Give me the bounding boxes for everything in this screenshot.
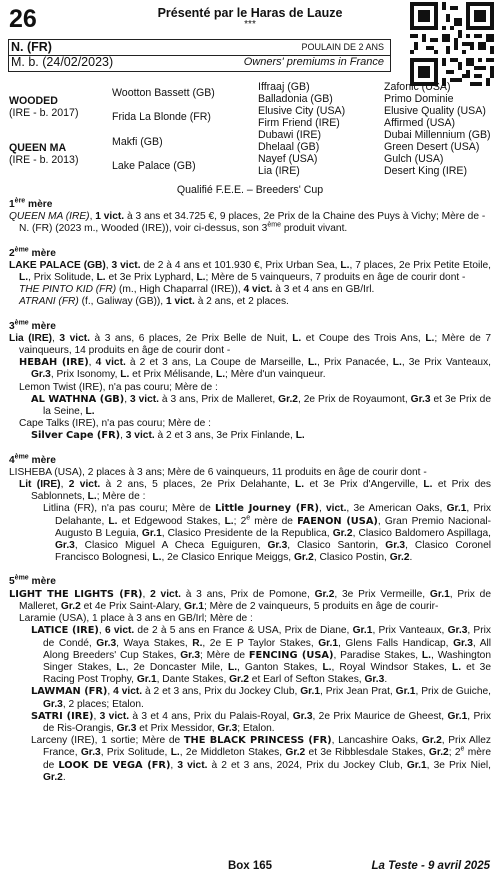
paragraph: LISHEBA (USA), 2 places à 3 ans; Mère de 6 vainqueurs, 11 produits en âge de courir dont -	[9, 466, 427, 478]
box-number: Box 165	[227, 860, 273, 872]
pedigree-gen3: Balladonia (GB)	[258, 93, 333, 105]
paragraph: ATRANI (FR) (f., Galiway (GB)), 1 vict. à 2 ans, et 2 places.	[19, 296, 289, 308]
paragraph: QUEEN MA (IRE), 1 vict. à 3 ans et 34.725 €, 9 places, 2e Prix de la Chaine des Puys à Vichy; Mère de -	[9, 211, 486, 223]
pedigree-gen4: Elusive Quality (USA)	[384, 105, 486, 117]
qualification-line: Qualifié F.E.E. – Breeders' Cup	[176, 184, 324, 196]
paragraph: Silver Cape (FR), 3 vict. à 2 et 3 ans, 3e Prix Finlande, L.	[31, 430, 305, 442]
pedigree-sire-info: (IRE - b. 2017)	[9, 107, 79, 119]
pedigree-gen4: Gulch (USA)	[384, 153, 444, 165]
paragraph: Cape Talks (IRE), n'a pas couru; Mère de :	[19, 418, 212, 430]
paragraph: Lit (IRE), 2 vict. à 2 ans, 5 places, 2e Prix Delahante, L. et 3e Prix d'Angerville, L. et Prix des Sablonnets, L.; Mère de :	[19, 479, 491, 503]
paragraph: LAKE PALACE (GB), 3 vict. de 2 à 4 ans et 101.930 €, Prix Urban Sea, L., 7 places, 2e Prix Petite Etoile, L., Prix Solitude, L. et 3e Prix Lyphard, L.; Mère de 5 vainqueurs, 7 produits en âge de courir dont -	[9, 259, 492, 284]
paragraph: SATRI (IRE), 3 vict. à 3 et 4 ans, Prix du Palais-Royal, Gr.3, 2e Prix Maurice de Gheest, Gr.1, Prix de Ris-Orangis, Gr.3 et Prix Messidor, Gr.3; Etalon.	[31, 710, 491, 734]
section-third-dam: 3ème mère	[9, 319, 56, 332]
pedigree-gen2: Lake Palace (GB)	[112, 160, 196, 172]
paragraph: LATICE (IRE), 6 vict. de 2 à 5 ans en France & USA, Prix de Diane, Gr.1, Prix Vanteaux, Gr.3, Prix de Condé, Gr.3, Waya Stakes, R., 2e E P Taylor Stakes, Gr.1, Glens Falls Handicap, Gr.3, All Along Breeders' Cup Stakes, Gr.3; Mère de FENCING (USA), Paradise Stakes, L., Washington Singer Stakes, L., 2e Doncaster Mile, L., Ganton Stakes, L., Royal Windsor Stakes, L. et 3e Racing Post Trophy, Gr.1, Dante Stakes, Gr.2 et Earl of Sefton Stakes, Gr.3.	[31, 625, 492, 686]
paragraph: THE PINTO KID (FR) (m., High Chaparral (IRE)), 4 vict. à 3 et 4 ans en GB/Irl.	[19, 284, 375, 296]
horse-birth-info: M. b. (24/02/2023)	[11, 55, 114, 69]
pedigree-dam: QUEEN MA	[9, 142, 67, 154]
pedigree-gen2: Wootton Bassett (GB)	[112, 87, 215, 99]
section-first-dam: 1ère mère	[9, 197, 53, 210]
pedigree-gen3: Dubawi (IRE)	[258, 129, 321, 141]
pedigree-dam-info: (IRE - b. 2013)	[9, 154, 79, 166]
section-fifth-dam: 5ème mère	[9, 575, 56, 588]
paragraph: Litlina (FR), n'a pas couru; Mère de Little Journey (FR), vict., 3e American Oaks, Gr.1, Prix Delahante, L. et Edgewood Stakes, L.; 2e mère de FAENON (USA), Gran Premio Nacional-Augusto B Leguia, Gr.1, Clasico Presidente de la Republica, Gr.2, Clasico Baldomero Aspillaga, Gr.3, Clasico Miguel A Checa Eguiguren, Gr.3, Clasico Santorin, Gr.3, Clasico Coronel Francisco Bolognesi, L., 2e Clasico Enrique Meiggs, Gr.2, Clasico Postin, Gr.2.	[43, 503, 492, 564]
pedigree-sire: WOODED	[9, 95, 58, 107]
sale-place-date: La Teste - 9 avril 2025	[371, 860, 490, 872]
pedigree-gen3: Elusive City (USA)	[258, 105, 346, 117]
pedigree-gen4: Dubai Millennium (GB)	[384, 129, 491, 141]
pedigree-gen3: Firm Friend (IRE)	[258, 117, 340, 129]
dam-line-text	[9, 199, 491, 784]
paragraph: Lia (IRE), 3 vict. à 3 ans, 6 places, 2e Prix Belle de Nuit, L. et Coupe des Trois Ans, L.; Mère de 7 vainqueurs, 14 produits en âge de courir dont -	[9, 332, 492, 357]
pedigree-gen4: Green Desert (USA)	[384, 141, 480, 153]
paragraph: Laramie (USA), 1 place à 3 ans en GB/Irl; Mère de :	[19, 613, 253, 625]
paragraph: N. (FR) (2023 m., Wooded (IRE)), voir ci-dessus, son 3ème produit vivant.	[19, 222, 348, 235]
paragraph: Larceny (IRE), 1 sortie; Mère de THE BLACK PRINCESS (FR), Lancashire Oaks, Gr.2, Prix Allez France, Gr.3, Prix Solitude, L., 2e Middleton Stakes, Gr.2 et 3e Ribblesdale Stakes, Gr.2; 2e mère de LOOK DE VEGA (FR), 3 vict. à 2 et 3 ans, 2024, Prix du Jockey Club, Gr.1, 3e Prix Niel, Gr.2.	[31, 735, 491, 783]
horse-sex-age: POULAIN DE 2 ANS	[301, 42, 384, 52]
pedigree-gen3: Nayef (USA)	[258, 153, 318, 165]
paragraph: HEBAH (IRE), 4 vict. à 2 et 3 ans, La Coupe de Marseille, L., Prix Panacée, L., 3e Prix Vanteaux, Gr.3, Prix Isonomy, L. et Prix Mélisande, L.; Mère d'un vainqueur.	[19, 357, 491, 381]
paragraph: LAWMAN (FR), 4 vict. à 2 et 3 ans, Prix du Jockey Club, Gr.1, Prix Jean Prat, Gr.1, Prix de Guiche, Gr.3, 2 places; Etalon.	[31, 686, 491, 710]
paragraph: Lemon Twist (IRE), n'a pas couru; Mère de :	[19, 381, 218, 393]
qr-code-icon	[410, 2, 494, 86]
horse-name: N. (FR)	[11, 40, 52, 54]
section-second-dam: 2ème mère	[9, 246, 56, 259]
pedigree-gen4: Zafonic (USA)	[384, 81, 451, 93]
owner-premiums: Owners' premiums in France	[243, 56, 384, 68]
pedigree-gen2: Makfi (GB)	[112, 136, 163, 148]
pedigree-gen4: Affirmed (USA)	[384, 117, 456, 129]
pedigree-gen4: Desert King (IRE)	[384, 165, 468, 177]
pedigree-gen3: Lia (IRE)	[258, 165, 300, 177]
paragraph: LIGHT THE LIGHTS (FR), 2 vict. à 3 ans, Prix de Pomone, Gr.2, 3e Prix Vermeille, Gr.1, Prix de Malleret, Gr.2 et 4e Prix Saint-Alary, Gr.1; Mère de 2 vainqueurs, 5 produits en âge de courir-	[9, 588, 491, 612]
paragraph: AL WATHNA (GB), 3 vict. à 3 ans, Prix de Malleret, Gr.2, 2e Prix de Royaumont, Gr.3 et 3e Prix de la Seine, L.	[31, 393, 491, 418]
pedigree-gen3: Dhelaal (GB)	[258, 141, 320, 153]
rating-stars: ***	[244, 19, 256, 30]
pedigree-gen3: Iffraaj (GB)	[258, 81, 310, 93]
section-fourth-dam: 4ème mère	[9, 453, 56, 466]
pedigree-gen2: Frida La Blonde (FR)	[112, 111, 211, 123]
lot-number: 26	[9, 5, 37, 33]
presenter-title: Présenté par le Haras de Lauze	[157, 6, 343, 20]
pedigree-gen4: Primo Dominie	[384, 93, 454, 105]
